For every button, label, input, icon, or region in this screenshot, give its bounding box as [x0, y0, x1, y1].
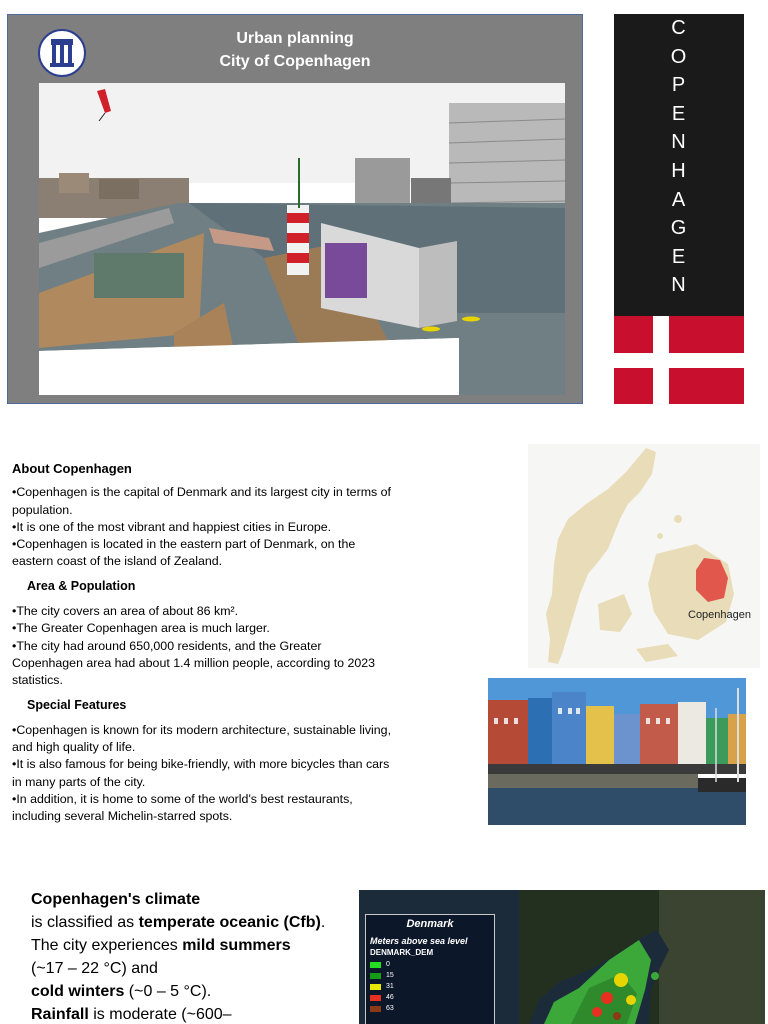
denmark-map-illustration — [528, 444, 760, 668]
climate-summers: mild summers — [182, 937, 291, 954]
header-banner — [7, 14, 583, 404]
nyhavn-illustration — [488, 678, 746, 825]
climate-line — [31, 980, 351, 1003]
legend-swatch — [370, 995, 381, 1001]
climate-text: The city experiences — [31, 937, 183, 954]
area-paragraph: •The city covers an area of about 86 km². — [12, 604, 239, 619]
elevation-legend — [365, 914, 495, 1024]
climate-section — [31, 888, 351, 1024]
legend-value: 31 — [386, 982, 394, 990]
denmark-location-map — [528, 444, 760, 668]
vertical-letter: A — [671, 188, 687, 211]
danish-flag — [614, 316, 744, 404]
vertical-letter: E — [671, 245, 687, 268]
vertical-title — [614, 14, 744, 300]
features-heading: Special Features — [27, 697, 127, 712]
area-heading: Area & Population — [27, 578, 136, 593]
about-section — [12, 460, 392, 826]
vertical-letter: C — [671, 17, 687, 39]
banner-title-line1: Urban planning — [236, 30, 354, 47]
legend-title: Denmark — [406, 918, 454, 930]
vertical-letter: P — [671, 74, 687, 97]
area-paragraph: •The Greater Copenhagen area is much larger. — [12, 621, 270, 636]
legend-layer-name: DENMARK_DEM — [370, 948, 434, 957]
banner-title — [8, 27, 582, 73]
vertical-letter: N — [671, 274, 687, 297]
legend-swatch — [370, 1006, 381, 1012]
climate-line — [31, 911, 351, 934]
features-paragraph: •It is also famous for being bike-friendly, with more bicycles than cars in many parts of the city. — [12, 757, 390, 789]
about-paragraph: •Copenhagen is located in the eastern part of Denmark, on the eastern coast of the island of Zealand. — [12, 537, 356, 569]
legend-value: 15 — [386, 971, 394, 979]
features-paragraph: •Copenhagen is known for its modern architecture, sustainable living, and high quality of life. — [12, 722, 392, 755]
vertical-title-panel — [614, 14, 744, 316]
banner-title-line2: City of Copenhagen — [219, 53, 371, 70]
vertical-letter: E — [671, 102, 687, 125]
climate-text: (~0 – 5 °C). — [124, 983, 212, 1000]
climate-type: temperate oceanic (Cfb) — [138, 914, 321, 931]
map-city-label: Copenhagen — [688, 609, 752, 621]
vertical-letter: H — [671, 159, 687, 182]
legend-swatch — [370, 984, 381, 990]
nyhavn-photo — [488, 678, 746, 825]
climate-text: is moderate (~600– — [88, 1006, 232, 1023]
harbour-photo-illustration — [39, 83, 565, 395]
about-paragraph: •It is one of the most vibrant and happiest cities in Europe. — [12, 519, 332, 534]
features-paragraph: •In addition, it is home to some of the world's best restaurants, including several Michelin-starred spots. — [12, 792, 353, 824]
vertical-letter: N — [671, 131, 687, 154]
flag-cross-vertical — [653, 316, 669, 404]
harbour-bath-photo — [39, 83, 565, 395]
climate-winters: cold winters — [31, 983, 125, 1000]
area-paragraph: •The city had around 650,000 residents, and the Greater Copenhagen area had about 1.4 million people, according to 2023 statistics. — [12, 638, 376, 688]
legend-row — [370, 981, 490, 992]
legend-swatch — [370, 973, 381, 979]
vertical-letter: O — [670, 45, 688, 68]
legend-row — [370, 992, 490, 1003]
legend-value: 46 — [386, 993, 394, 1001]
elevation-map — [359, 890, 765, 1024]
about-heading: About Copenhagen — [12, 461, 132, 476]
climate-text: is classified as — [31, 914, 139, 931]
about-paragraph: •Copenhagen is the capital of Denmark and its largest city in terms of population. — [12, 485, 391, 517]
climate-rainfall: Rainfall — [31, 1006, 89, 1023]
climate-text: . — [320, 914, 326, 931]
climate-title: Copenhagen's climate — [31, 891, 201, 908]
legend-row — [370, 970, 490, 981]
legend-value: 63 — [386, 1004, 394, 1012]
vertical-letter: G — [670, 217, 688, 240]
legend-swatch — [370, 962, 381, 968]
climate-line — [31, 934, 351, 957]
climate-line: (~17 – 22 °C) and — [31, 960, 158, 977]
legend-row — [370, 959, 490, 970]
climate-line — [31, 1003, 351, 1024]
legend-subtitle: Meters above sea level — [370, 936, 468, 946]
legend-row — [370, 1003, 490, 1014]
flag-cross-horizontal — [614, 353, 744, 368]
legend-value: 0 — [386, 960, 390, 968]
